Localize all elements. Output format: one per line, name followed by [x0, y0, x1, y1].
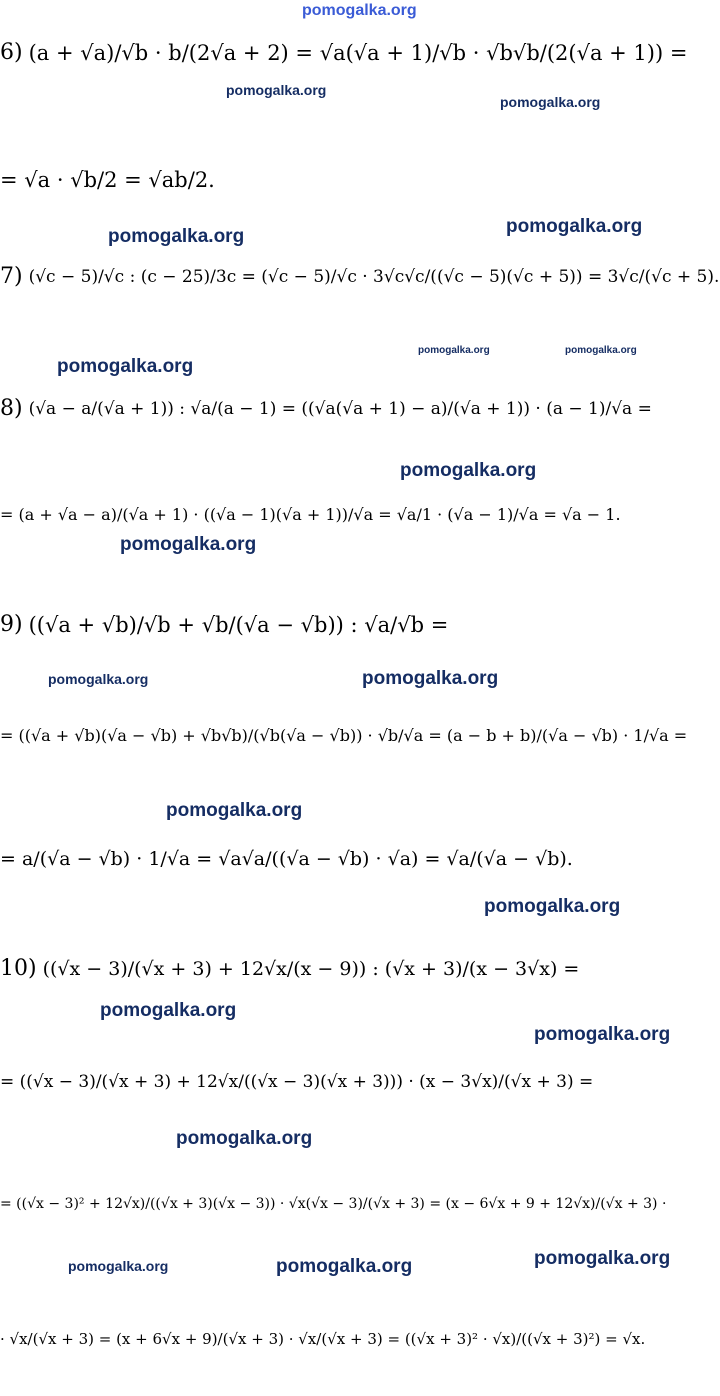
watermark: pomogalka.org	[400, 460, 537, 481]
watermark: pomogalka.org	[57, 356, 194, 377]
equation-line	[0, 505, 720, 524]
watermark: pomogalka.org	[302, 2, 417, 19]
equation-line	[0, 1196, 720, 1212]
watermark: pomogalka.org	[48, 671, 149, 687]
equation-text: = a/(√a − √b) · 1/√a = √a√a/((√a − √b) · √a) = √a/(√a − √b).	[0, 848, 573, 870]
watermark: pomogalka.org	[506, 216, 643, 237]
watermark: pomogalka.org	[108, 226, 245, 247]
equation-line	[0, 612, 720, 637]
problem-number: 9)	[0, 612, 23, 637]
watermark: pomogalka.org	[176, 1128, 313, 1149]
equation-line	[0, 264, 720, 289]
equation-text: = ((√x − 3)² + 12√x)/((√x + 3)(√x − 3)) · √x(√x − 3)/(√x + 3) = (x − 6√x + 9 + 12√x)/(√x + 3) ·	[0, 1196, 667, 1212]
watermark: pomogalka.org	[120, 534, 257, 555]
watermark: pomogalka.org	[100, 1000, 237, 1021]
watermark: pomogalka.org	[418, 345, 490, 356]
equation-line	[0, 726, 720, 745]
equation-line	[0, 848, 720, 870]
equation-text: ((√x − 3)/(√x + 3) + 12√x/(x − 9)) : (√x + 3)/(x − 3√x) =	[42, 957, 580, 980]
equation-line	[0, 396, 720, 421]
equation-text: = ((√a + √b)(√a − √b) + √b√b)/(√b(√a − √b)) · √b/√a = (a − b + b)/(√a − √b) · 1/√a =	[0, 726, 688, 745]
watermark: pomogalka.org	[500, 94, 601, 110]
equation-text: = ((√x − 3)/(√x + 3) + 12√x/((√x − 3)(√x + 3))) · (x − 3√x)/(√x + 3) =	[0, 1072, 594, 1092]
problem-number: 8)	[0, 396, 23, 421]
problem-number: 6)	[0, 40, 23, 65]
watermark: pomogalka.org	[534, 1024, 671, 1045]
equation-text: = √a · √b/2 = √ab/2.	[0, 168, 215, 192]
watermark: pomogalka.org	[534, 1248, 671, 1269]
equation-text: (√c − 5)/√c : (c − 25)/3c = (√c − 5)/√c · 3√c√c/((√c − 5)(√c + 5)) = 3√c/(√c + 5).	[28, 266, 720, 287]
watermark: pomogalka.org	[226, 82, 327, 98]
equation-text: = (a + √a − a)/(√a + 1) · ((√a − 1)(√a + 1))/√a = √a/1 · (√a − 1)/√a = √a − 1.	[0, 505, 621, 524]
equation-text: · √x/(√x + 3) = (x + 6√x + 9)/(√x + 3) · √x/(√x + 3) = ((√x + 3)² · √x)/((√x + 3)²) = √x.	[0, 1330, 646, 1348]
watermark: pomogalka.org	[68, 1258, 169, 1274]
equation-line	[0, 956, 720, 981]
watermark: pomogalka.org	[484, 896, 621, 917]
equation-line	[0, 40, 720, 65]
equation-line	[0, 1072, 720, 1092]
watermark: pomogalka.org	[276, 1256, 413, 1277]
watermark: pomogalka.org	[166, 800, 303, 821]
equation-text: (√a − a/(√a + 1)) : √a/(a − 1) = ((√a(√a + 1) − a)/(√a + 1)) · (a − 1)/√a =	[28, 398, 652, 419]
equation-line	[0, 168, 720, 192]
problem-number: 7)	[0, 264, 23, 289]
equation-line	[0, 1330, 720, 1348]
problem-number: 10)	[0, 956, 37, 981]
watermark: pomogalka.org	[362, 668, 499, 689]
watermark: pomogalka.org	[565, 345, 637, 356]
equation-text: (a + √a)/√b · b/(2√a + 2) = √a(√a + 1)/√b · √b√b/(2(√a + 1)) =	[28, 40, 688, 65]
equation-text: ((√a + √b)/√b + √b/(√a − √b)) : √a/√b =	[28, 612, 449, 637]
